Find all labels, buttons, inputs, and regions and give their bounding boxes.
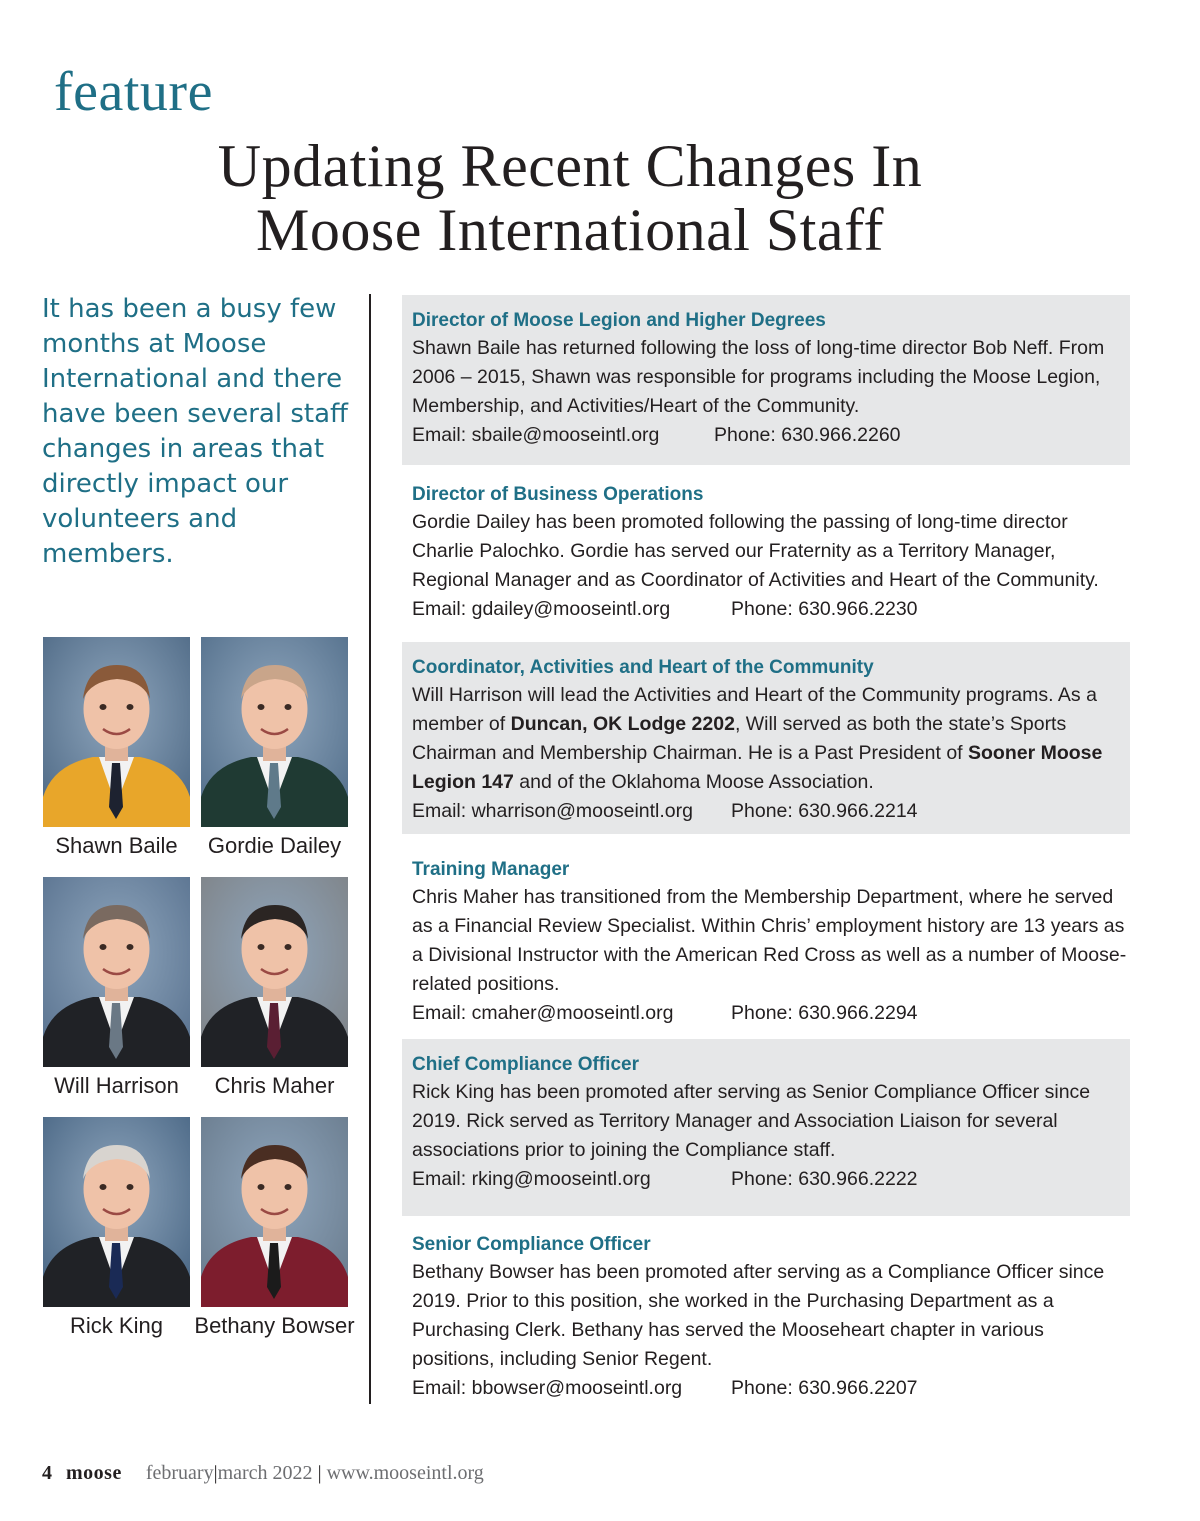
portrait-photo (201, 1117, 348, 1307)
portrait-caption: Will Harrison (54, 1073, 179, 1098)
email-text: Email: gdailey@mooseintl.org (412, 598, 671, 620)
staff-entry (402, 295, 1130, 465)
email-text: Email: wharrison@mooseintl.org (412, 800, 693, 822)
phone-text: Phone: 630.966.2207 (731, 1377, 918, 1399)
staff-portrait (43, 637, 190, 858)
entry-body: Gordie Dailey has been promoted following the passing of long-time director Charlie Palochko. Gordie has served our Fraternity as a Territory Manager, Regional Manager and as Coordinator of Activities and Heart of the Community. (412, 511, 1099, 591)
magazine-name: moose (66, 1462, 122, 1484)
email-text: Email: sbaile@mooseintl.org (412, 424, 660, 446)
email-text: Email: bbowser@mooseintl.org (412, 1377, 683, 1399)
entry-heading: Chief Compliance Officer (412, 1054, 639, 1075)
entry-body: Shawn Baile has returned following the loss of long-time director Bob Neff. From 2006 – 2015, Shawn was responsible for programs including the Moose Legion, Membership, and Activities/Heart of the Community. (412, 337, 1105, 417)
entry-heading: Director of Moose Legion and Higher Degrees (412, 310, 826, 331)
email-text: Email: cmaher@mooseintl.org (412, 1002, 674, 1024)
email-text: Email: rking@mooseintl.org (412, 1168, 651, 1190)
entry-heading: Training Manager (412, 859, 570, 880)
portrait-caption: Gordie Dailey (207, 833, 342, 858)
phone-text: Phone: 630.966.2222 (731, 1168, 918, 1190)
entry-contact (412, 421, 1130, 450)
staff-entry (402, 1219, 1130, 1409)
section-label: feature (54, 61, 213, 123)
portrait-photo (201, 877, 348, 1067)
entry-body: Bethany Bowser has been promoted after serving as a Compliance Officer since 2019. Prior to this position, she worked in the Purchasing Department as a Purchasing Clerk. Bethany has served the Mooseheart chapter in various positions, including Senior Regent. (412, 1261, 1105, 1370)
issue-date: march 2022 (217, 1462, 318, 1484)
entry-contact (412, 999, 1130, 1028)
entry-heading: Director of Business Operations (412, 484, 704, 505)
portrait-caption: Rick King (70, 1313, 163, 1338)
phone-text: Phone: 630.966.2260 (714, 424, 901, 446)
portrait-photo (201, 637, 348, 827)
issue-month: february (145, 1462, 214, 1484)
portrait-photo (43, 1117, 190, 1307)
staff-portrait (43, 1117, 190, 1338)
staff-portrait (201, 877, 348, 1098)
entry-heading: Senior Compliance Officer (412, 1234, 651, 1255)
entry-body: Will Harrison will lead the Activities and Heart of the Community programs. As a member of Duncan, OK Lodge 2202, Will served as both the state’s Sports Chairman and Membership Chairman. He is a Past President of Sooner Moose Legion 147 and of the Oklahoma Moose Association. (412, 684, 1103, 793)
intro-pull-quote: It has been a busy few months at Moose International and there have been several staff changes in areas that directly impact our volunteers and members. (42, 294, 348, 569)
column-divider (369, 294, 371, 1404)
phone-text: Phone: 630.966.2294 (731, 1002, 918, 1024)
entry-contact (412, 1165, 1130, 1194)
portrait-caption: Shawn Baile (55, 833, 178, 858)
entry-contact (412, 595, 1130, 624)
portrait-photo (43, 637, 190, 827)
staff-entry (402, 469, 1130, 639)
footer-separator: | (213, 1462, 218, 1484)
staff-portrait (43, 877, 190, 1098)
website-url: www.mooseintl.org (321, 1462, 484, 1484)
staff-portrait (194, 1117, 355, 1338)
staff-entry (402, 844, 1130, 1034)
entry-heading: Coordinator, Activities and Heart of the Community (412, 657, 874, 678)
page-title (0, 134, 1140, 262)
legion-name: Sooner Moose Legion 147 (412, 742, 1103, 793)
entry-contact (412, 1374, 1130, 1403)
entry-body: Chris Maher has transitioned from the Membership Department, where he served as a Financial Review Specialist. Within Chris’ employment history are 13 years as a Divisional Instructor with the American Red Cross as well as a number of Moose-related positions. (412, 886, 1127, 995)
page-footer (42, 1462, 484, 1485)
staff-entry (402, 642, 1130, 834)
portrait-caption: Chris Maher (214, 1073, 335, 1098)
footer-separator: | (317, 1462, 322, 1484)
lodge-name: Duncan, OK Lodge 2202 (510, 713, 735, 735)
entry-contact (412, 797, 1130, 826)
portrait-photo (43, 877, 190, 1067)
phone-text: Phone: 630.966.2230 (731, 598, 918, 620)
staff-entry (402, 1039, 1130, 1216)
staff-portrait (201, 637, 348, 858)
portrait-caption: Bethany Bowser (194, 1313, 355, 1338)
title-line: Updating Recent Changes In (217, 133, 923, 199)
entry-body: Rick King has been promoted after serving as Senior Compliance Officer since 2019. Rick served as Territory Manager and Association Liaison for several associations prior to joining the Compliance staff. (412, 1081, 1091, 1161)
page-number: 4 (42, 1462, 52, 1484)
title-line: Moose International Staff (256, 197, 884, 263)
phone-text: Phone: 630.966.2214 (731, 800, 918, 822)
